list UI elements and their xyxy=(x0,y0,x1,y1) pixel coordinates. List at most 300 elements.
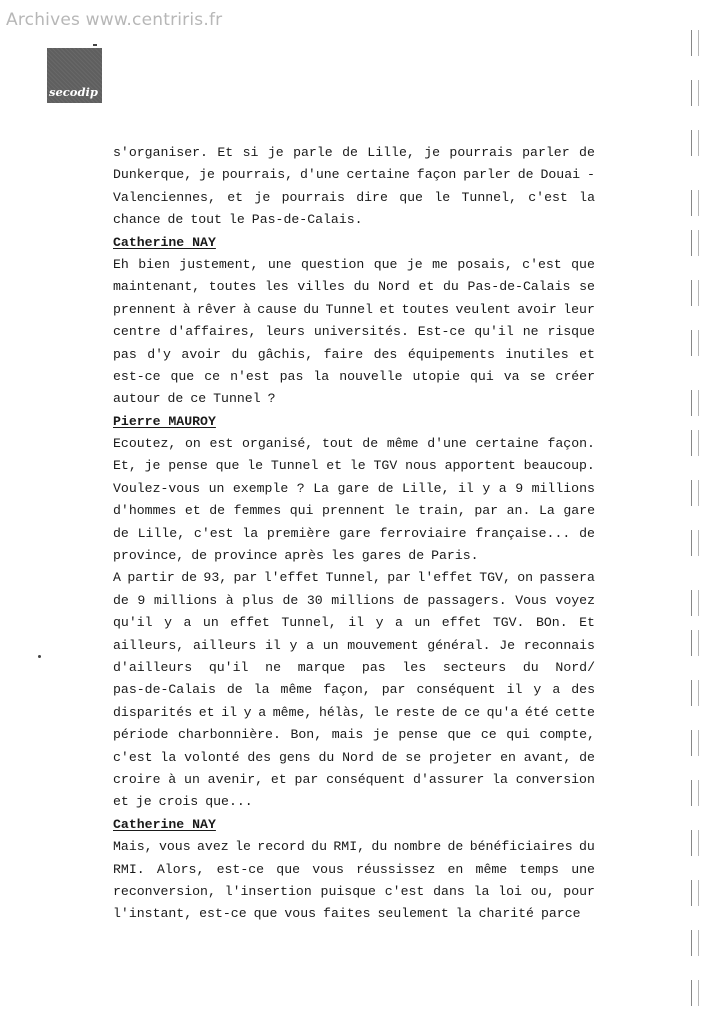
word: je xyxy=(267,145,284,160)
word: mouvement xyxy=(347,637,419,653)
word: puisque xyxy=(320,883,376,899)
word: Voulez-vous xyxy=(113,480,201,496)
margin-mark xyxy=(691,880,699,906)
word: Bon, xyxy=(290,727,323,743)
word: y xyxy=(164,615,172,631)
word: la xyxy=(492,771,508,787)
word: le xyxy=(247,458,264,474)
word: de xyxy=(181,570,198,586)
logo-tick-mark xyxy=(93,44,97,46)
word: même xyxy=(386,436,419,452)
text-line xyxy=(113,276,595,298)
word: se xyxy=(529,368,546,384)
word: c'est xyxy=(193,525,234,541)
word: gens xyxy=(278,749,311,765)
word: qu'il xyxy=(474,324,514,340)
word: ce xyxy=(480,727,497,743)
word: une xyxy=(267,256,292,272)
word: et xyxy=(379,301,396,317)
word: que xyxy=(215,458,240,474)
word: il xyxy=(348,615,365,631)
word: de xyxy=(408,548,425,564)
word: un xyxy=(414,615,431,631)
word: que xyxy=(373,256,398,272)
word: la xyxy=(253,682,270,698)
word: a xyxy=(306,637,315,653)
word: Ecoutez, xyxy=(113,436,177,452)
word: pourrais xyxy=(449,145,513,160)
word: justement, xyxy=(179,256,259,272)
word: été xyxy=(524,704,549,720)
text-line xyxy=(113,679,595,701)
word: nouvelle xyxy=(339,368,403,384)
word: inutiles xyxy=(505,346,569,362)
word: la xyxy=(473,883,490,899)
word: a xyxy=(258,704,267,720)
word: nombre xyxy=(393,839,442,855)
word: de xyxy=(226,682,243,698)
word: l'instant, xyxy=(113,906,193,922)
word: organisé, xyxy=(242,436,314,452)
text-line xyxy=(113,903,595,925)
word: ce xyxy=(204,368,221,384)
text-line xyxy=(113,433,595,455)
margin-mark xyxy=(691,590,699,616)
text-line xyxy=(113,859,595,881)
word: millions xyxy=(331,592,395,608)
word: de xyxy=(362,436,379,452)
word: d'ailleurs xyxy=(113,659,193,675)
word: vous xyxy=(284,906,317,922)
word: un xyxy=(184,771,200,787)
margin-mark xyxy=(691,530,699,556)
word: l'insertion xyxy=(224,883,312,899)
text-line xyxy=(113,254,595,276)
word: pense xyxy=(398,727,438,743)
word: il xyxy=(221,704,238,720)
word: gare xyxy=(339,525,371,541)
word: je xyxy=(135,794,152,810)
word: voyez xyxy=(555,592,595,608)
text-line xyxy=(113,142,595,164)
word: BOn. xyxy=(535,615,568,631)
word: vous xyxy=(312,861,344,877)
word: des xyxy=(571,682,595,698)
word: même, xyxy=(272,704,313,720)
word: Lille, xyxy=(137,525,186,541)
word: par xyxy=(474,503,499,519)
margin-mark xyxy=(691,390,699,416)
word: je xyxy=(424,145,441,160)
word: projeter xyxy=(428,749,493,765)
word: par xyxy=(387,570,412,586)
word: le xyxy=(373,704,389,720)
word: toutes xyxy=(401,301,450,317)
word: Tunnel xyxy=(325,301,373,317)
text-line xyxy=(113,344,595,366)
transcript-body xyxy=(113,142,595,926)
word: je xyxy=(254,189,271,205)
word: volonté xyxy=(184,749,240,765)
text-line xyxy=(113,724,595,746)
word: y xyxy=(243,704,252,720)
word: tout xyxy=(321,436,354,452)
word: plus xyxy=(242,592,274,608)
text-line xyxy=(113,657,595,679)
word: du xyxy=(231,346,248,362)
word: reconnais xyxy=(523,637,595,653)
text-line xyxy=(113,455,595,477)
word: de xyxy=(377,480,394,496)
word: général. xyxy=(427,637,491,653)
word: ce xyxy=(464,704,481,720)
word: millions xyxy=(531,480,595,496)
word: TGV, xyxy=(479,570,511,586)
word: villes xyxy=(297,279,345,295)
margin-mark xyxy=(691,980,699,1006)
word: La xyxy=(313,480,330,496)
word: qui xyxy=(289,503,314,519)
word: de xyxy=(441,704,458,720)
speaker-name: Catherine NAY xyxy=(113,816,216,832)
archive-watermark: Archives www.centriris.fr xyxy=(6,10,223,30)
word: d'y xyxy=(147,346,171,362)
word: par xyxy=(294,771,319,787)
word: que xyxy=(170,368,195,384)
word: première xyxy=(266,525,331,541)
word: la xyxy=(160,749,177,765)
word: c'est xyxy=(113,749,153,765)
word: de xyxy=(381,749,398,765)
word: bien xyxy=(138,256,170,272)
word: femmes xyxy=(233,503,282,519)
word: que xyxy=(447,727,472,743)
word: Pas-de-Calais xyxy=(467,279,571,295)
word: mais xyxy=(331,727,364,743)
word: de xyxy=(113,592,129,608)
word: l'effet xyxy=(263,570,320,586)
word: du xyxy=(303,301,320,317)
word: que xyxy=(276,861,301,877)
word: française... xyxy=(475,525,571,541)
text-line xyxy=(113,523,595,545)
word: certaine xyxy=(346,167,410,183)
word: est-ce xyxy=(216,861,265,877)
word: crois xyxy=(158,794,199,810)
word: 30 xyxy=(306,592,323,608)
word: une xyxy=(571,861,595,877)
word: rêver xyxy=(197,301,237,317)
logo-text: secodip xyxy=(49,85,98,99)
word: charbonnière. xyxy=(177,727,281,743)
word: Et xyxy=(579,615,595,631)
word: Douai xyxy=(540,167,581,183)
word: le xyxy=(434,189,451,205)
word: la xyxy=(313,368,330,384)
word: la xyxy=(455,906,472,922)
margin-mark xyxy=(691,80,699,106)
word: des xyxy=(373,346,398,362)
word: Paris. xyxy=(431,548,479,564)
margin-mark xyxy=(691,630,699,656)
word: Tunnel, xyxy=(281,615,337,631)
word: nous xyxy=(405,458,437,474)
word: millions xyxy=(153,592,218,608)
word: toutes xyxy=(208,279,257,295)
word: et xyxy=(227,189,244,205)
word: bénéficiaires xyxy=(469,839,573,855)
word: gares xyxy=(361,548,402,564)
word: qui xyxy=(506,727,530,743)
word: il xyxy=(264,637,281,653)
word: de xyxy=(579,749,595,765)
word: le xyxy=(235,839,251,855)
word: Dunkerque, xyxy=(113,167,193,183)
word: Tunnel, xyxy=(325,570,381,586)
word: apportent xyxy=(444,458,516,474)
word: Nord/ xyxy=(555,659,595,675)
text-line xyxy=(113,388,595,410)
word: Tunnel xyxy=(270,458,319,474)
word: 9 xyxy=(515,480,524,496)
word: certaine xyxy=(475,436,539,452)
word: d'hommes xyxy=(113,503,177,519)
word: de xyxy=(403,592,419,608)
word: Tunnel, xyxy=(461,189,517,205)
word: un xyxy=(202,615,219,631)
word: et xyxy=(418,279,435,295)
word: d'assurer xyxy=(413,771,485,787)
word: partir xyxy=(127,570,175,586)
word: La xyxy=(538,503,555,519)
word: ne xyxy=(522,324,539,340)
word: pas-de-Calais xyxy=(113,682,216,698)
text-line xyxy=(113,791,595,813)
word: qu'il xyxy=(113,615,153,631)
word: cette xyxy=(555,704,595,720)
word: je xyxy=(406,256,423,272)
word: les xyxy=(402,659,427,675)
word: du xyxy=(318,749,335,765)
text-line xyxy=(113,500,595,522)
word: la xyxy=(242,525,259,541)
word: qu'a xyxy=(486,704,519,720)
word: n'est xyxy=(230,368,270,384)
word: Mais, xyxy=(113,839,153,855)
word: du xyxy=(579,839,595,855)
word: les xyxy=(330,548,355,564)
word: ou, xyxy=(530,883,555,899)
word: par xyxy=(381,682,406,698)
text-line xyxy=(113,366,595,388)
word: il xyxy=(458,480,474,496)
word: faire xyxy=(323,346,364,362)
margin-mark xyxy=(691,830,699,856)
word: c'est xyxy=(384,883,425,899)
word: de xyxy=(517,167,534,183)
word: créer xyxy=(555,368,595,384)
word: se xyxy=(405,749,422,765)
word: secteurs xyxy=(442,659,507,675)
word: avoir xyxy=(181,346,221,362)
word: c'est xyxy=(528,189,568,205)
word: chance xyxy=(113,212,161,228)
word: Lille, xyxy=(367,145,415,160)
word: me xyxy=(432,256,448,272)
word: le xyxy=(393,503,410,519)
margin-mark xyxy=(691,430,699,456)
scan-margin-marks xyxy=(691,30,705,1020)
word: faites xyxy=(323,906,371,922)
word: parce xyxy=(540,906,581,922)
word: pourrais xyxy=(281,189,345,205)
text-line xyxy=(113,478,595,500)
text-line xyxy=(113,590,595,612)
word: de xyxy=(209,503,226,519)
word: même xyxy=(475,861,508,877)
word: ce xyxy=(190,391,207,407)
word: A xyxy=(113,570,121,586)
word: charité xyxy=(478,906,534,922)
text-line xyxy=(113,881,595,903)
word: effet xyxy=(230,615,270,631)
word: de xyxy=(579,525,595,541)
word: conversion xyxy=(515,771,595,787)
word: de xyxy=(113,525,129,541)
word: ? xyxy=(296,480,305,496)
word: prennent xyxy=(113,301,177,317)
word: Je xyxy=(499,637,516,653)
text-line xyxy=(113,321,595,343)
margin-mark xyxy=(691,230,699,256)
text-line xyxy=(113,187,595,209)
margin-mark xyxy=(691,330,699,356)
word: loi xyxy=(498,883,522,899)
word: du xyxy=(353,279,370,295)
margin-mark xyxy=(691,190,699,216)
word: pas xyxy=(113,346,137,362)
word: Pas-de-Calais. xyxy=(251,212,363,228)
word: avant, xyxy=(523,749,572,765)
word: je xyxy=(372,727,389,743)
word: a xyxy=(183,615,192,631)
word: gare xyxy=(563,503,595,519)
word: s'organiser. xyxy=(113,145,208,160)
word: est xyxy=(209,436,234,452)
word: pas xyxy=(361,659,386,675)
word: ailleurs xyxy=(192,637,257,653)
word: à xyxy=(242,301,251,317)
word: la xyxy=(579,189,595,205)
word: veulent xyxy=(455,301,511,317)
word: hélàs, xyxy=(318,704,367,720)
word: ? xyxy=(267,391,276,407)
word: que xyxy=(253,906,278,922)
margin-mark xyxy=(691,30,699,56)
word: seulement xyxy=(377,906,449,922)
word: pas xyxy=(279,368,304,384)
word: avoir xyxy=(517,301,557,317)
word: y xyxy=(533,682,542,698)
word: passera xyxy=(539,570,595,586)
word: TGV xyxy=(373,458,398,474)
word: à xyxy=(168,771,177,787)
word: risque xyxy=(547,324,595,340)
word: question xyxy=(301,256,365,272)
word: prennent xyxy=(322,503,386,519)
word: Nord xyxy=(342,749,374,765)
speaker-name: Catherine NAY xyxy=(113,234,216,250)
word: après xyxy=(284,548,324,564)
word: le xyxy=(349,458,366,474)
word: marque xyxy=(297,659,346,675)
word: train, xyxy=(418,503,466,519)
word: pense xyxy=(168,458,208,474)
word: leur xyxy=(563,301,595,317)
text-line xyxy=(113,769,595,791)
word: et xyxy=(579,346,595,362)
word: de xyxy=(167,212,184,228)
word: y xyxy=(482,480,491,496)
word: façon. xyxy=(547,436,595,452)
word: centre xyxy=(113,324,161,340)
word: même xyxy=(280,682,313,698)
word: Eh xyxy=(113,256,129,272)
margin-mark xyxy=(691,680,699,706)
word: Lille, xyxy=(402,480,450,496)
word: qui xyxy=(470,368,494,384)
word: Valenciennes, xyxy=(113,189,216,205)
word: RMI, xyxy=(333,839,366,855)
word: il xyxy=(506,682,523,698)
margin-mark xyxy=(691,280,699,306)
word: et xyxy=(198,704,215,720)
word: façon xyxy=(416,167,457,183)
text-line xyxy=(113,299,595,321)
word: ne xyxy=(265,659,281,675)
word: posais, xyxy=(457,256,513,272)
margin-mark xyxy=(691,130,699,156)
word: dans xyxy=(433,883,465,899)
word: compte, xyxy=(539,727,595,743)
word: beaucoup. xyxy=(523,458,595,474)
word: parler xyxy=(522,145,570,160)
word: l'effet xyxy=(417,570,473,586)
word: utopie xyxy=(412,368,461,384)
word: temps xyxy=(519,861,559,877)
word: tout xyxy=(190,212,222,228)
word: effet xyxy=(441,615,482,631)
word: je xyxy=(199,167,215,183)
word: dire xyxy=(356,189,388,205)
word: cause xyxy=(257,301,297,317)
word: à xyxy=(182,301,191,317)
word: reste xyxy=(395,704,436,720)
word: ailleurs, xyxy=(113,637,185,653)
word: gare xyxy=(337,480,370,496)
text-line xyxy=(113,545,595,567)
word: gâchis, xyxy=(257,346,314,362)
margin-mark xyxy=(691,730,699,756)
word: de xyxy=(282,592,299,608)
word: d'affaires, xyxy=(169,324,257,340)
word: a xyxy=(552,682,561,698)
margin-mark xyxy=(691,780,699,806)
word: RMI. xyxy=(113,861,145,877)
word: ferroviaire xyxy=(379,525,467,541)
word: y xyxy=(375,615,384,631)
word: 93, xyxy=(203,570,228,586)
